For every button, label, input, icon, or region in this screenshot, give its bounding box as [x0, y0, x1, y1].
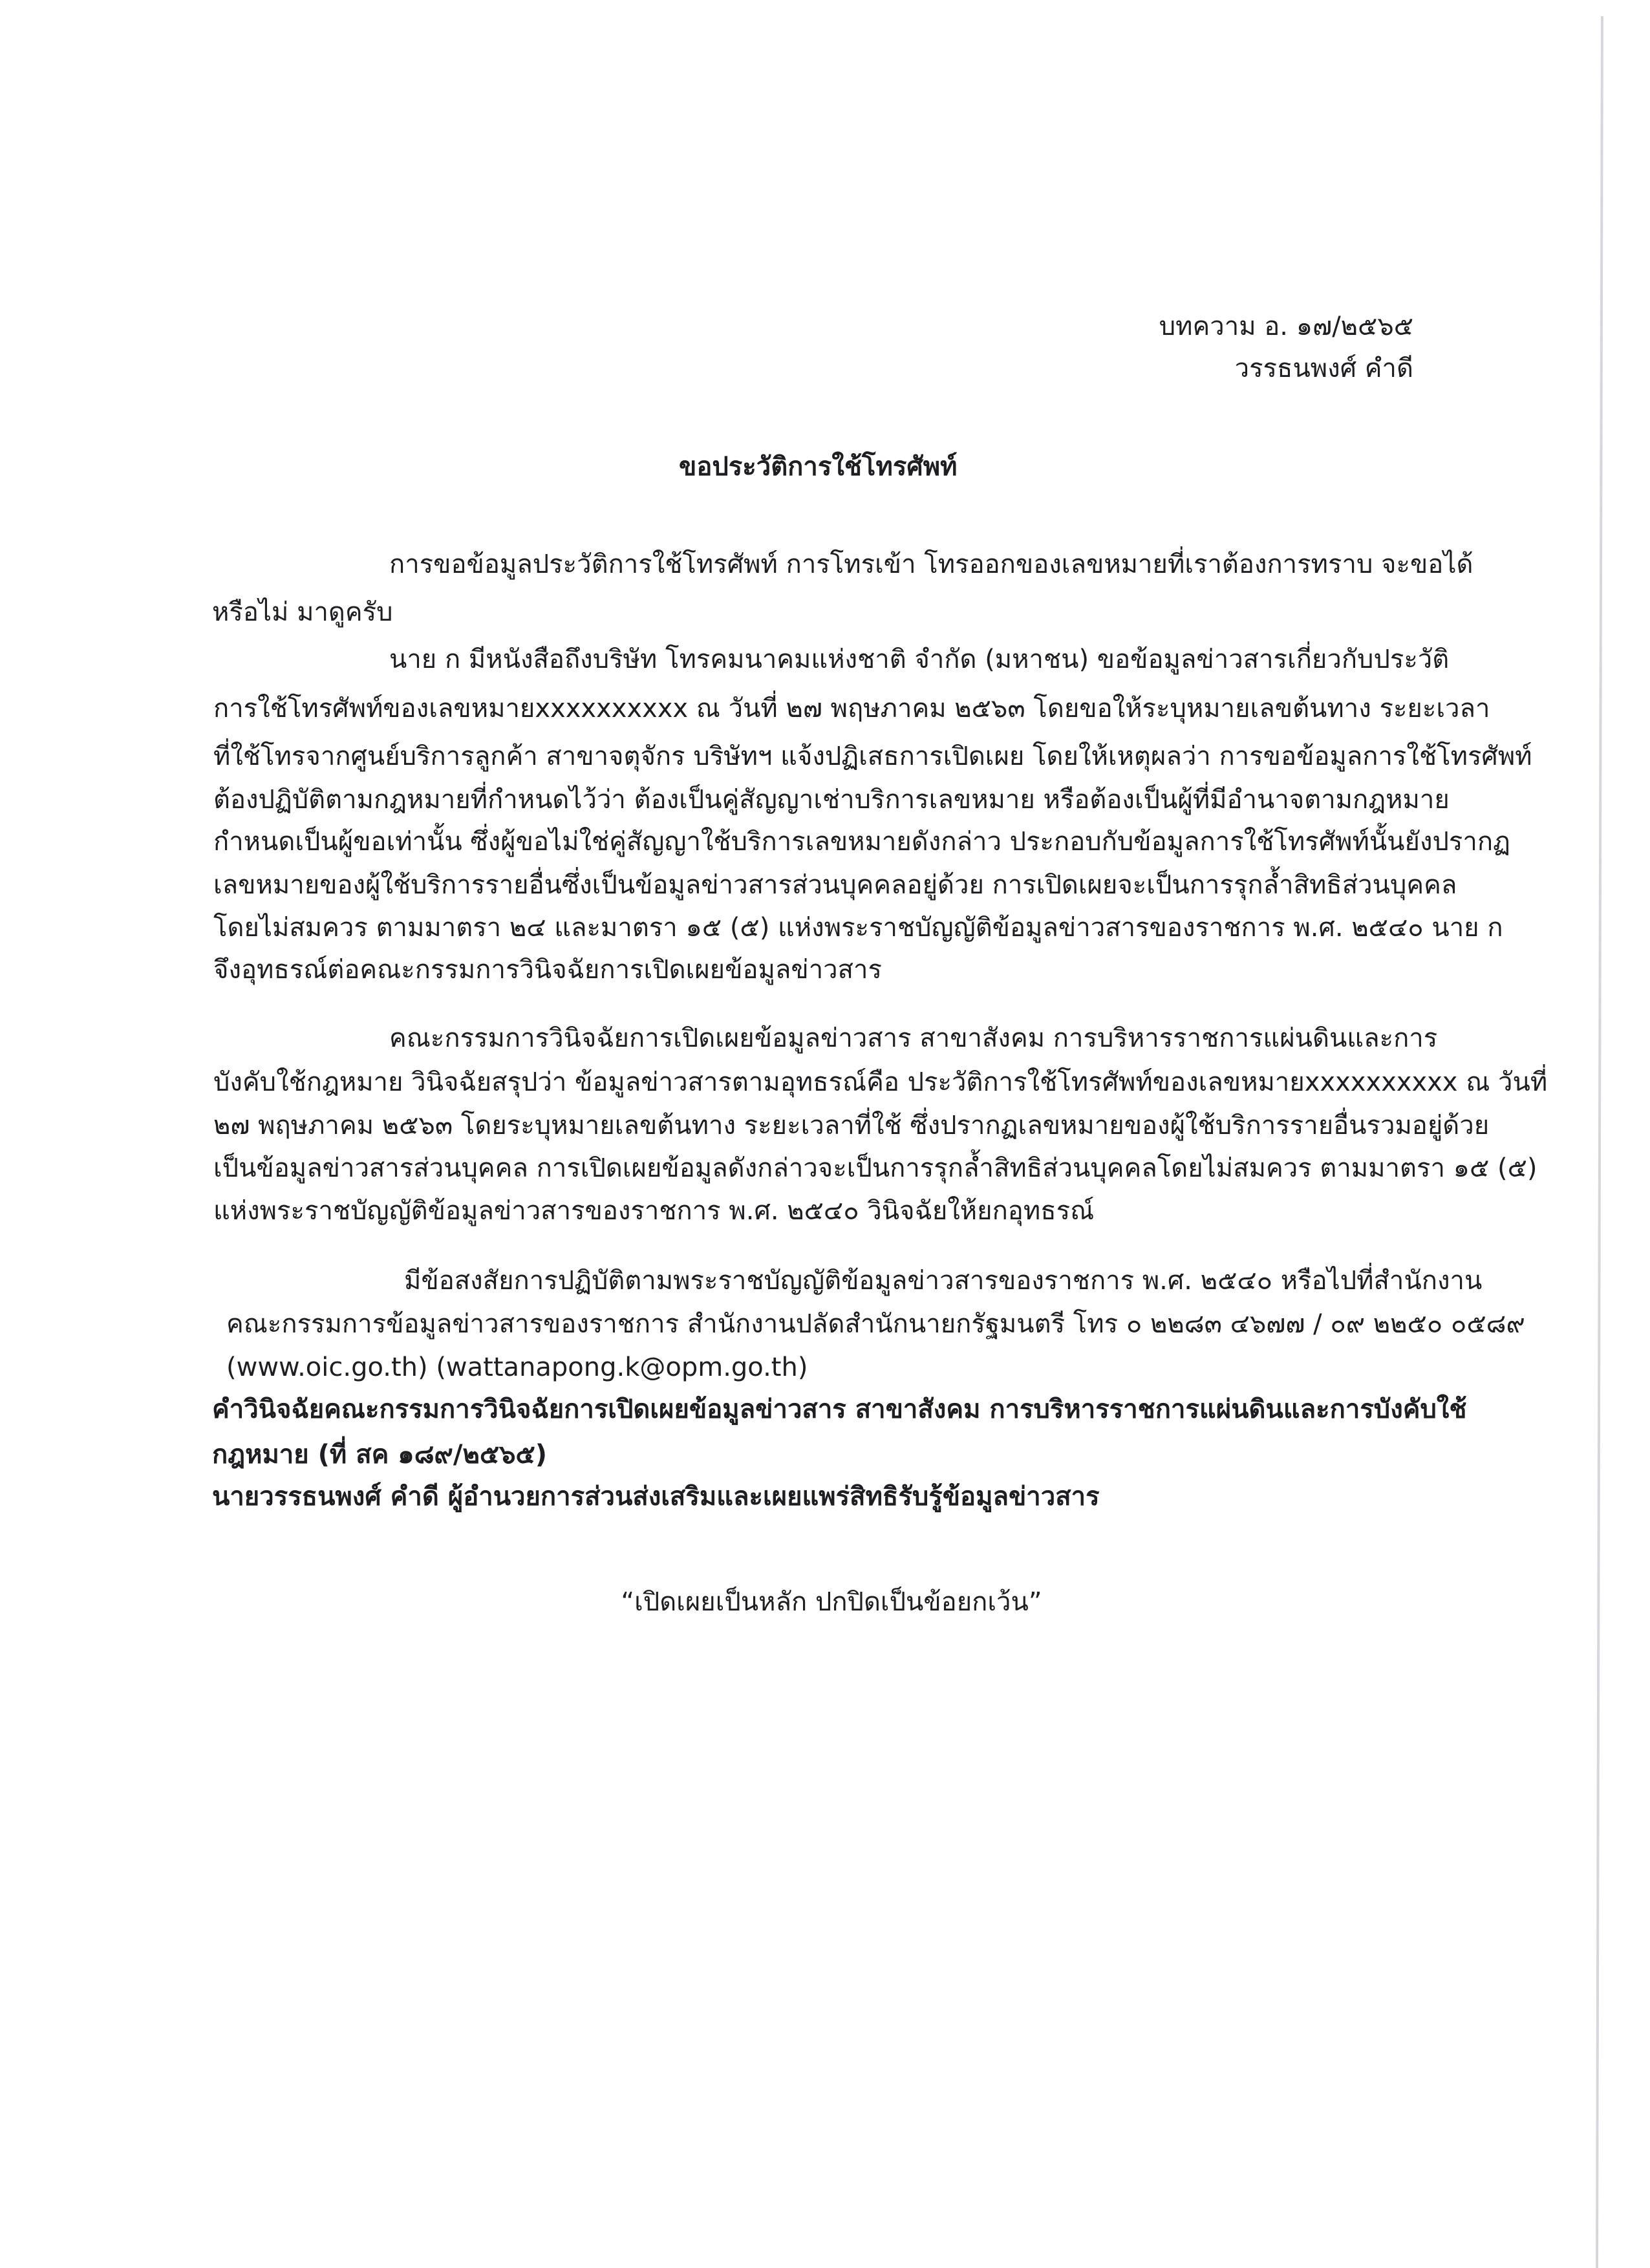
- author-name: วรรธนพงศ์ คำดี: [1234, 354, 1413, 383]
- signer-line: นายวรรธนพงศ์ คำดี ผู้อำนวยการส่วนส่งเสริมและเผยแพร่สิทธิรับรู้ข้อมูลข่าวสาร: [212, 1482, 1100, 1512]
- para2-line-3: ๒๗ พฤษภาคม ๒๕๖๓ โดยระบุหมายเลขต้นทาง ระยะเวลาที่ใช้ ซึ่งปรากฏเลขหมายของผู้ใช้บริการรายอื่นรวมอยู่ด้วย: [213, 1111, 1490, 1140]
- para1-line-8: จึงอุทธรณ์ต่อคณะกรรมการวินิจฉัยการเปิดเผยข้อมูลข่าวสาร: [213, 955, 882, 985]
- para3-line-2: คณะกรรมการข้อมูลข่าวสารของราชการ สำนักงานปลัดสำนักนายกรัฐมนตรี โทร ๐ ๒๒๘๓ ๔๖๗๗ / ๐๙ ๒๒๕๐ ๐๕๘๙: [226, 1309, 1525, 1339]
- intro-line-2: หรือไม่ มาดูครับ: [212, 597, 393, 627]
- ruling-line-1: คำวินิจฉัยคณะกรรมการวินิจฉัยการเปิดเผยข้อมูลข่าวสาร สาขาสังคม การบริหารราชการแผ่นดินและการบังคับใช้: [212, 1395, 1467, 1424]
- para2-line-4: เป็นข้อมูลข่าวสารส่วนบุคคล การเปิดเผยข้อมูลดังกล่าวจะเป็นการรุกล้ำสิทธิส่วนบุคคลโดยไม่สมควร ตามมาตรา ๑๕ (๕): [213, 1153, 1538, 1183]
- para3-line-1: มีข้อสงสัยการปฏิบัติตามพระราชบัญญัติข้อมูลข่าวสารของราชการ พ.ศ. ๒๕๔๐ หรือไปที่สำนักงาน: [404, 1266, 1483, 1296]
- para1-line-1: นาย ก มีหนังสือถึงบริษัท โทรคมนาคมแห่งชาติ จำกัด (มหาชน) ขอข้อมูลข่าวสารเกี่ยวกับประวัติ: [389, 645, 1450, 674]
- intro-line-1: การขอข้อมูลประวัติการใช้โทรศัพท์ การโทรเข้า โทรออกของเลขหมายที่เราต้องการทราบ จะขอได้: [389, 550, 1473, 579]
- para1-line-6: เลขหมายของผู้ใช้บริการรายอื่นซึ่งเป็นข้อมูลข่าวสารส่วนบุคคลอยู่ด้วย การเปิดเผยจะเป็นการรุกล้ำสิทธิส่วนบุคคล: [213, 870, 1457, 900]
- para1-line-7: โดยไม่สมควร ตามมาตรา ๒๔ และมาตรา ๑๕ (๕) แห่งพระราชบัญญัติข้อมูลข่าวสารของราชการ พ.ศ. ๒๕๔๐ นาย ก: [213, 913, 1503, 943]
- para1-line-5: กำหนดเป็นผู้ขอเท่านั้น ซึ่งผู้ขอไม่ใช่คู่สัญญาใช้บริการเลขหมายดังกล่าว ประกอบกับข้อมูลการใช้โทรศัพท์นั้นยังปรากฏ: [213, 827, 1510, 857]
- para2-line-1: คณะกรรมการวินิจฉัยการเปิดเผยข้อมูลข่าวสาร สาขาสังคม การบริหารราชการแผ่นดินและการ: [389, 1023, 1438, 1053]
- ruling-line-2: กฎหมาย (ที่ สค ๑๘๙/๒๕๖๕): [212, 1440, 548, 1470]
- motto: “เปิดเผยเป็นหลัก ปกปิดเป็นข้อยกเว้น”: [621, 1587, 1042, 1617]
- para2-line-2: บังคับใช้กฎหมาย วินิจฉัยสรุปว่า ข้อมูลข่าวสารตามอุทธรณ์คือ ประวัติการใช้โทรศัพท์ของเลขหมายxxxxxxxxxx ณ วันที่: [213, 1067, 1548, 1097]
- contact-links: (www.oic.go.th) (wattanapong.k@opm.go.th): [226, 1353, 808, 1382]
- reference-number: บทความ อ. ๑๗/๒๕๖๕: [1159, 312, 1413, 341]
- para1-line-4: ต้องปฏิบัติตามกฎหมายที่กำหนดไว้ว่า ต้องเป็นคู่สัญญาเช่าบริการเลขหมาย หรือต้องเป็นผู้ที่มีอำนาจตามกฎหมาย: [213, 785, 1450, 815]
- para2-line-5: แห่งพระราชบัญญัติข้อมูลข่าวสารของราชการ พ.ศ. ๒๕๔๐ วินิจฉัยให้ยกอุทธรณ์: [213, 1196, 1095, 1226]
- page-title: ขอประวัติการใช้โทรศัพท์: [679, 452, 958, 482]
- para1-line-2: การใช้โทรศัพท์ของเลขหมายxxxxxxxxxx ณ วันที่ ๒๗ พฤษภาคม ๒๕๖๓ โดยขอให้ระบุหมายเลขต้นทาง ระยะเวลา: [213, 694, 1490, 723]
- para1-line-3: ที่ใช้โทรจากศูนย์บริการลูกค้า สาขาจตุจักร บริษัทฯ แจ้งปฏิเสธการเปิดเผย โดยให้เหตุผลว่า การขอข้อมูลการใช้โทรศัพท์: [213, 742, 1532, 771]
